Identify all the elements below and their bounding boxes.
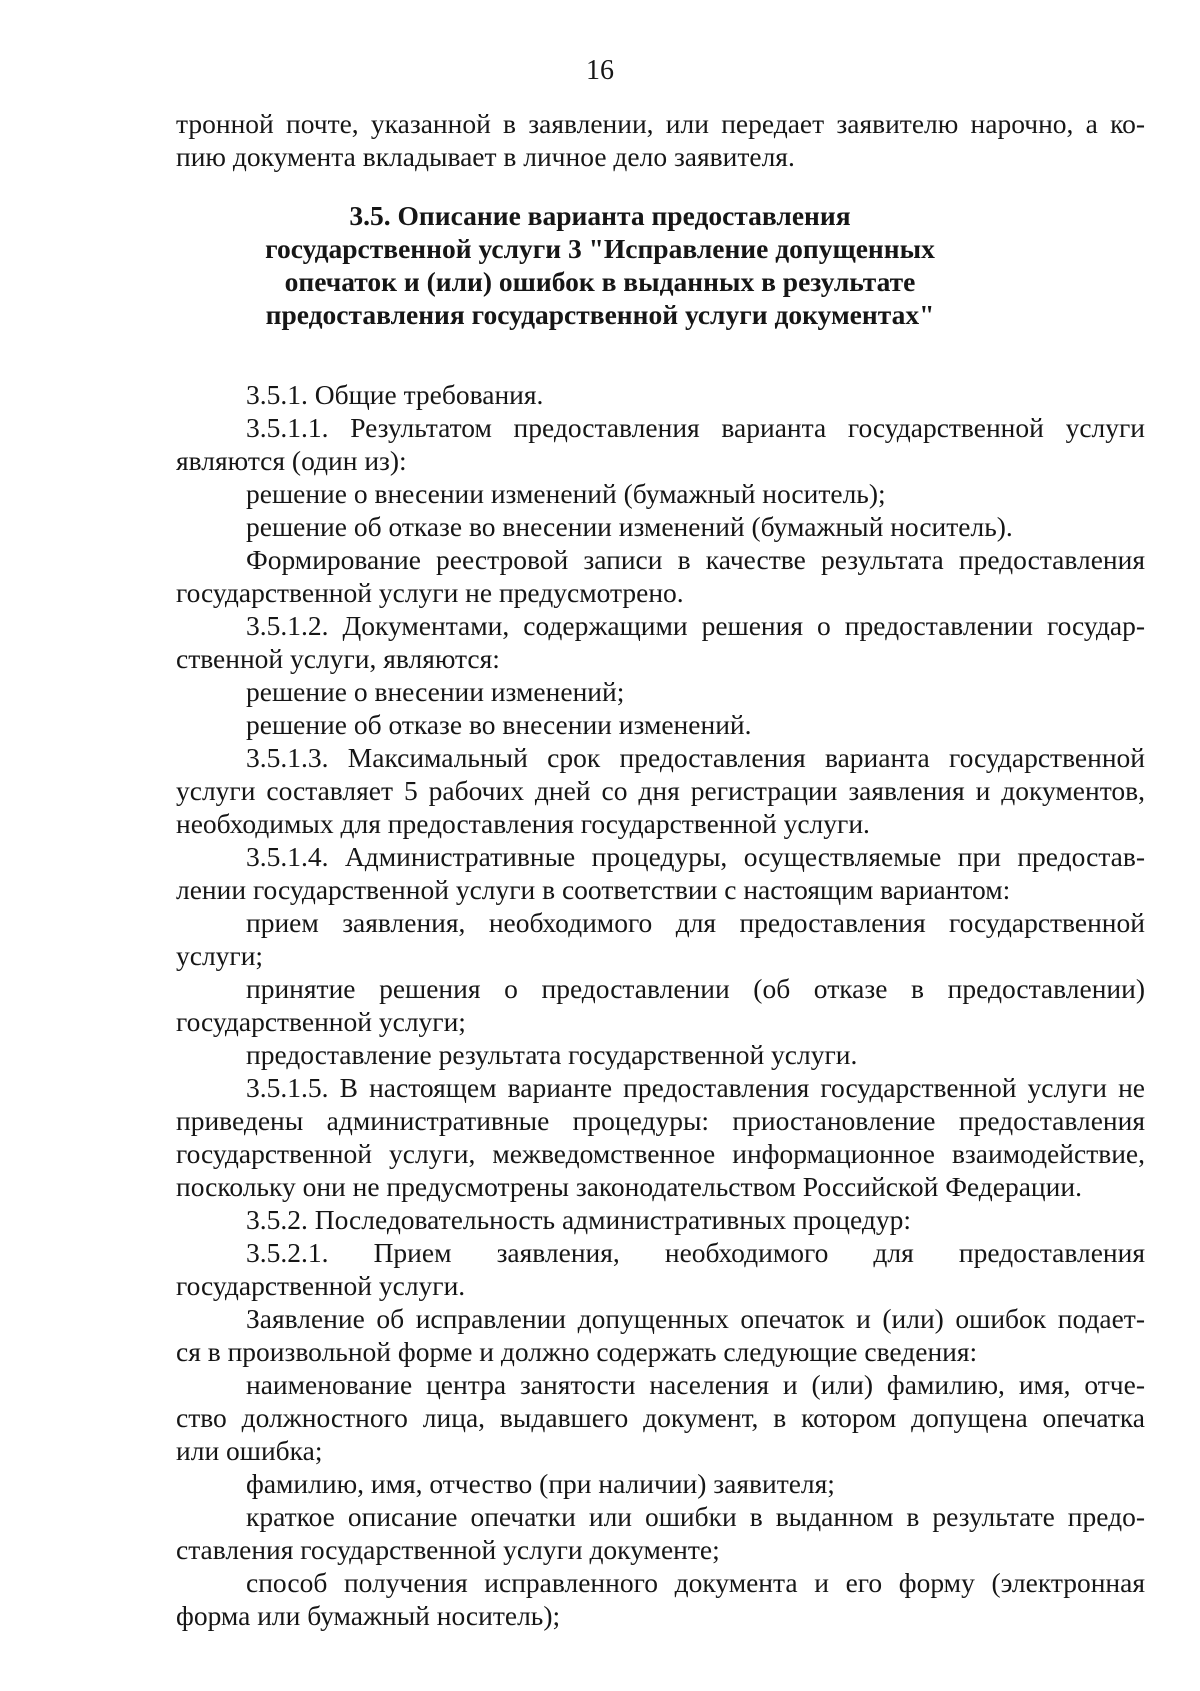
- paragraph-line: 3.5.1.1. Результатом предоставления варианта государственной услуги: [246, 412, 1145, 443]
- paragraph-line: краткое описание опечатки или ошибки в выданном в результате предо-: [246, 1501, 1145, 1532]
- page-number: 16: [586, 55, 614, 86]
- paragraph-line: государственной услуги.: [176, 1270, 466, 1301]
- paragraph-line: являются (один из):: [176, 445, 407, 476]
- paragraph-line: или ошибка;: [176, 1435, 323, 1466]
- paragraph-line: ся в произвольной форме и должно содержать следующие сведения:: [176, 1336, 978, 1367]
- paragraph-line: государственной услуги;: [176, 1006, 466, 1037]
- paragraph-line: ственной услуги, являются:: [176, 643, 500, 674]
- paragraph-line: фамилию, имя, отчество (при наличии) заявителя;: [246, 1468, 835, 1499]
- paragraph-line: прием заявления, необходимого для предоставления государственной: [246, 907, 1145, 938]
- paragraph-line: способ получения исправленного документа и его форму (электронная: [246, 1567, 1145, 1598]
- paragraph-line: 3.5.2. Последовательность административных процедур:: [246, 1204, 911, 1235]
- paragraph-line: Заявление об исправлении допущенных опечаток и (или) ошибок подает-: [246, 1303, 1145, 1334]
- section-heading-line: опечаток и (или) ошибок в выданных в результате: [284, 266, 916, 297]
- paragraph-line: услуги составляет 5 рабочих дней со дня регистрации заявления и документов,: [176, 775, 1145, 806]
- section-heading-line: 3.5. Описание варианта предоставления: [349, 200, 851, 231]
- paragraph-line: услуги;: [176, 940, 264, 971]
- paragraph-line: ставления государственной услуги документе;: [176, 1534, 720, 1565]
- paragraph-line: поскольку они не предусмотрены законодательством Российской Федерации.: [176, 1171, 1082, 1202]
- paragraph-line: государственной услуги, межведомственное информационное взаимодействие,: [176, 1138, 1145, 1169]
- paragraph-line: принятие решения о предоставлении (об отказе в предоставлении): [246, 973, 1145, 1004]
- paragraph-line: необходимых для предоставления государственной услуги.: [176, 808, 870, 839]
- paragraph-line: предоставление результата государственной услуги.: [246, 1039, 858, 1070]
- paragraph-line: решение о внесении изменений;: [246, 676, 625, 707]
- paragraph-line: пию документа вкладывает в личное дело заявителя.: [176, 141, 795, 172]
- paragraph-line: государственной услуги не предусмотрено.: [176, 577, 684, 608]
- paragraph-line: решение об отказе во внесении изменений (бумажный носитель).: [246, 511, 1013, 542]
- paragraph-line: 3.5.1.4. Административные процедуры, осуществляемые при предостав-: [246, 841, 1145, 872]
- paragraph-line: тронной почте, указанной в заявлении, или передает заявителю нарочно, а ко-: [176, 108, 1145, 139]
- paragraph-line: 3.5.1.5. В настоящем варианте предоставления государственной услуги не: [246, 1072, 1145, 1103]
- paragraph-line: наименование центра занятости населения и (или) фамилию, имя, отче-: [246, 1369, 1145, 1400]
- paragraph-line: 3.5.1. Общие требования.: [246, 379, 544, 410]
- paragraph-line: приведены административные процедуры: приостановление предоставления: [176, 1105, 1145, 1136]
- section-heading-line: государственной услуги 3 "Исправление допущенных: [265, 233, 935, 264]
- paragraph-line: лении государственной услуги в соответствии с настоящим вариантом:: [176, 874, 1011, 905]
- paragraph-line: решение об отказе во внесении изменений.: [246, 709, 752, 740]
- paragraph-line: Формирование реестровой записи в качестве результата предоставления: [246, 544, 1145, 575]
- paragraph-line: 3.5.1.3. Максимальный срок предоставления варианта государственной: [246, 742, 1145, 773]
- paragraph-line: 3.5.1.2. Документами, содержащими решения о предоставлении государ-: [246, 610, 1145, 641]
- section-heading-line: предоставления государственной услуги документах": [265, 299, 935, 330]
- paragraph-line: 3.5.2.1. Прием заявления, необходимого для предоставления: [246, 1237, 1145, 1268]
- paragraph-line: решение о внесении изменений (бумажный носитель);: [246, 478, 886, 509]
- paragraph-line: ство должностного лица, выдавшего документ, в котором допущена опечатка: [176, 1402, 1145, 1433]
- paragraph-line: форма или бумажный носитель);: [176, 1600, 561, 1631]
